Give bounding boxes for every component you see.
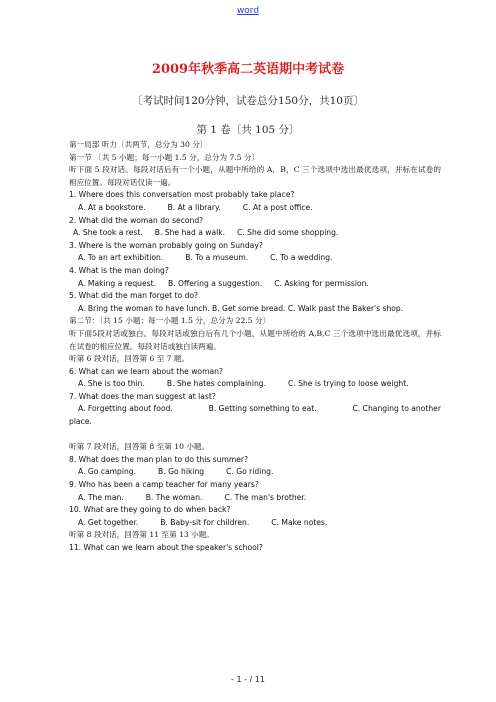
option-a: A. She took a rest. <box>73 228 143 238</box>
question-7-options <box>69 403 441 416</box>
question-1: 1. Where does this conversation most probably take place? <box>69 190 295 200</box>
section1-heading: 第一节 〔共 5 小题；每一小题 1.5 分，总分为 7.5 分〕 <box>69 152 260 162</box>
question-9: 9. Who has been a camp teacher for many years? <box>69 480 259 490</box>
question-10: 10. What are they going to do when back? <box>69 505 231 515</box>
option-b: B. The woman. <box>145 492 203 502</box>
option-c: C. To a wedding. <box>270 253 333 263</box>
option-a: A. Go camping. <box>78 467 137 477</box>
option-c: C. Make notes. <box>271 517 328 527</box>
option-c: C. The man's brother. <box>224 492 307 502</box>
part1-heading: 第一局部 听力〔共两节，总分为 30 分〕 <box>69 140 208 149</box>
question-4: 4. What is the man doing? <box>69 265 169 275</box>
exam-content <box>69 139 441 555</box>
option-c: C. Go riding. <box>226 467 274 477</box>
option-a: A. To an art exhibition. <box>78 253 164 263</box>
option-b: B. She hates complaining. <box>166 379 267 389</box>
question-3-options <box>69 252 441 265</box>
section2-instructions: 听下面5段对话或独白。每段对话或独白后有几个小题，从题中所给的 A,B,C 三个选项中选出最优选项，并标在试卷的相应位置。每段对话或独白读两遍。 <box>69 328 441 351</box>
option-b: B. Getting something to eat. <box>208 404 317 414</box>
question-5-options: A. Bring the woman to have lunch. B. Get some bread. C. Walk past the Baker's shop. <box>78 303 404 313</box>
option-b: B. Baby-sit for children. <box>160 517 250 527</box>
question-6: 6. What can we learn about the woman? <box>69 366 223 376</box>
exam-title: 2009年秋季高二英语期中考试卷 <box>151 62 345 77</box>
option-b: B. To a museum. <box>185 253 249 263</box>
option-a: A. At a bookstore. <box>78 202 146 212</box>
question-8: 8. What does the man plan to do this summer? <box>69 454 249 464</box>
question-4-options <box>69 278 441 291</box>
question-10-options <box>69 517 441 530</box>
header-word-link[interactable]: word <box>236 6 260 16</box>
question-3: 3. Where is the woman probably going on Sunday? <box>69 240 263 250</box>
page-number: - 1 - / 11 <box>231 675 265 684</box>
option-a: A. Making a request. <box>78 278 156 288</box>
question-7-option-c-continued: place. <box>69 417 92 427</box>
question-7: 7. What does the man suggest at last? <box>69 391 216 401</box>
option-c: C. At a post office. <box>242 202 313 212</box>
volume-title: 第 1 卷〔共 105 分〕 <box>196 124 300 136</box>
section1-instructions: 听下面 5 段对话。每段对话后有一个小题，从题中所给的 A，B，C 三个选项中选出最优选项，并标在试卷的相应位置。每段对话仅读一遍。 <box>69 165 441 187</box>
question-1-options <box>69 202 441 215</box>
question-11: 11. What can we learn about the speaker's school? <box>69 543 263 552</box>
option-c: C. She did some shopping. <box>237 228 339 238</box>
option-a: A. The man. <box>78 492 124 502</box>
option-b: B. Go hiking <box>158 467 205 477</box>
option-c: C. She is trying to loose weight. <box>288 379 409 389</box>
option-a: A. Forgetting about food. <box>78 404 173 414</box>
question-2-options <box>69 227 441 240</box>
option-b: B. At a library. <box>167 202 221 212</box>
question-6-options <box>69 378 441 391</box>
spacer <box>69 429 441 442</box>
option-a: A. Get together. <box>78 517 139 527</box>
option-b: B. She had a walk. <box>154 228 226 238</box>
option-c: C. Changing to another <box>352 404 441 414</box>
dialog-8-heading: 听第 8 段对话，回答第 11 至第 13 小题。 <box>69 530 214 540</box>
option-a: A. She is too thin. <box>78 379 145 389</box>
option-c: C. Asking for permission. <box>274 278 369 288</box>
section2-heading: 第二节：〔共 15 小题；每一小题 1.5 分，总分为 22.5 分〕 <box>69 316 271 326</box>
question-8-options <box>69 466 441 479</box>
dialog-6-heading: 听第 6 段对话，回答第 6 至 7 题。 <box>69 354 190 364</box>
question-9-options <box>69 492 441 505</box>
option-b: B. Offering a suggestion. <box>168 278 263 288</box>
question-5: 5. What did the man forget to do? <box>69 291 199 301</box>
question-2: 2. What did the woman do second? <box>69 215 204 225</box>
dialog-7-heading: 听第 7 段对话，回答第 8 至第 10 小题。 <box>69 442 210 452</box>
exam-subtitle: 〔考试时间120分钟，试卷总分150分，共10页〕 <box>132 95 364 107</box>
